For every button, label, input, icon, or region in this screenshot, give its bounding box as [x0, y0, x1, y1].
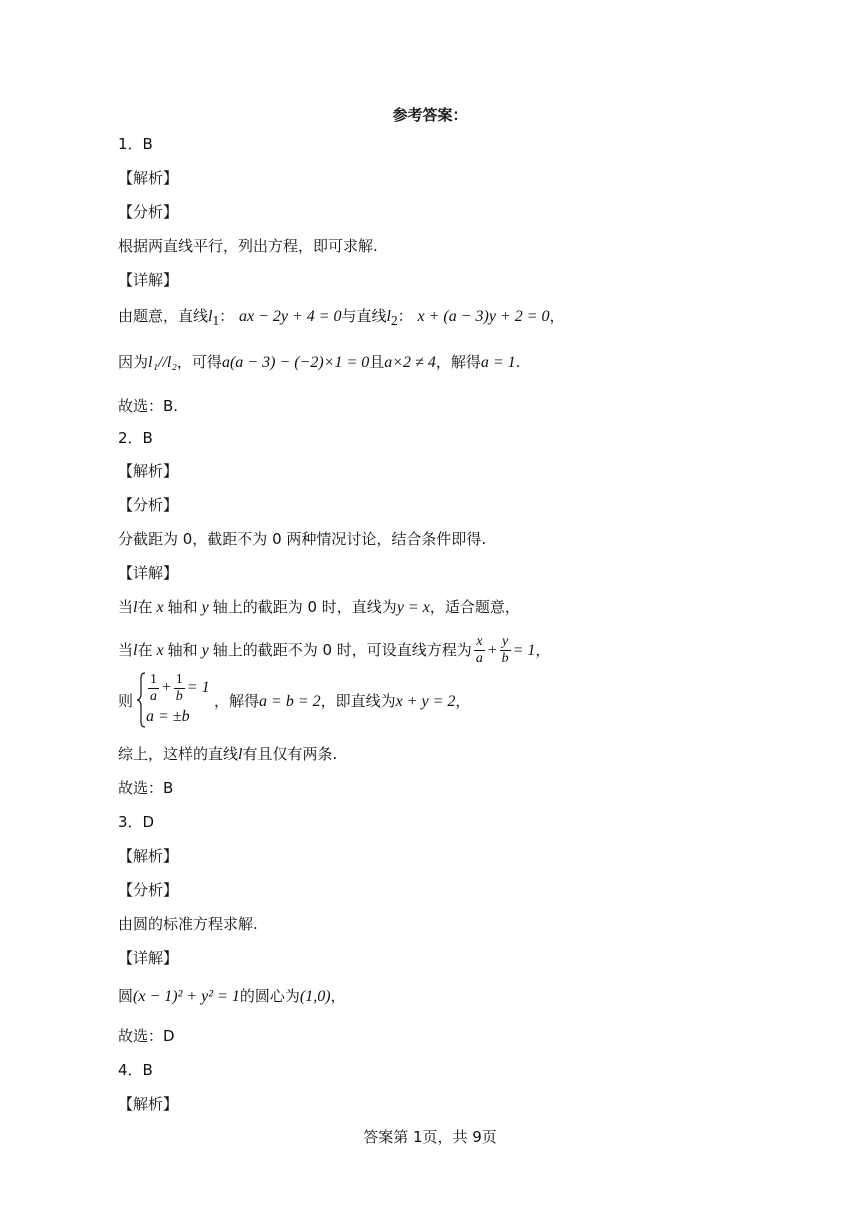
fraction-1-over-a: $\frac{1}{a}$	[150, 672, 157, 704]
parallel-condition: l₁//l₂	[148, 354, 177, 371]
l1-label: $l_1$	[208, 308, 220, 329]
q1-condition: 因为l₁//l₂，可得a(a − 3) − (−2)×1 = 0且a×2 ≠ 4，解得a = 1.	[118, 353, 521, 371]
page-title: 参考答案：	[392, 106, 468, 124]
q3-answer: 3．D	[118, 813, 155, 831]
circle-center: (1,0)	[299, 988, 331, 1005]
q2-xiangjie-heading: 【详解】	[118, 564, 179, 582]
q1-l2-prefix: 与直线	[341, 307, 387, 325]
document-page: 参考答案： 1．B 【解析】 【分析】 根据两直线平行，列出方程，即可求解. 【详解】 由题意，直线$l_1$： ax − 2y + 4 = 0与直线$l_2$： x + (a − 3)y + 2 = 0， 因为l₁//l₂，可得a(a − 3) − (−2)×1 = 0且a×2 ≠ 4，解得a = 1. 故选：B. 2．B 【解析】 【分析】 分截距为 0，截距不为 0 两种情况讨论，结合条件即得. 【详解】 当l在 x 轴和 y 轴上的截距为 0 时，直线为y = x，适合题意， 当l在 x 轴和 y 轴上的截距不为 0 时，可设直线方程为 $\frac{x}{a}$ + $\frac{y}{b}$ = 1， 则 $\frac{1}{a}$ + $\frac{1}{b}$ = 1 a = ±b ，解得a = b = 2，即直线为x + y = 2， 综上，这样的直线l有且仅有两条. 故选：B 3．D 【解析】 【分析】 由圆的标准方程求解. 【详解】 圆(x − 1)² + y² = 1的圆心为(1,0)， 故选：D 4．B 【解析】 答案第 1页，共 9页	[0, 0, 860, 1216]
q3-xiangjie-heading: 【详解】	[118, 949, 179, 967]
q2-summary: 综上，这样的直线l有且仅有两条.	[118, 745, 338, 763]
q1-fenxi-text: 根据两直线平行，列出方程，即可求解.	[118, 237, 378, 255]
q3-circle: 圆(x − 1)² + y² = 1的圆心为(1,0)，	[118, 987, 346, 1005]
q1-answer: 1．B	[118, 135, 153, 153]
l2-label: $l_2$	[386, 308, 398, 329]
q1-result: a = 1	[480, 354, 516, 371]
l1-equation: ax − 2y + 4 = 0	[238, 308, 342, 325]
q2-case1: 当l在 x 轴和 y 轴上的截距为 0 时，直线为y = x，适合题意，	[118, 598, 520, 616]
fraction-1-over-b: $\frac{1}{b}$	[175, 672, 183, 704]
line-result: x + y = 2	[395, 693, 456, 710]
fraction-y-over-b: $\frac{y}{b}$	[501, 634, 509, 666]
q2-jiexi-heading: 【解析】	[118, 462, 179, 480]
page-footer: 答案第 1页，共 9页	[363, 1128, 497, 1146]
q4-jiexi-heading: 【解析】	[118, 1095, 179, 1113]
q2-fenxi-text: 分截距为 0，截距不为 0 两种情况讨论，结合条件即得.	[118, 530, 487, 548]
system-row-2: a = ±b	[146, 708, 190, 725]
case1-equation: y = x	[396, 599, 430, 616]
system-solution: ，解得a = b = 2，即直线为x + y = 2，	[214, 692, 471, 710]
q1-l1-prefix: 由题意，直线	[118, 307, 209, 325]
q2-select: 故选：B	[118, 779, 174, 797]
q1-xiangjie-heading: 【详解】	[118, 271, 179, 289]
parallel-equation: a(a − 3) − (−2)×1 = 0	[221, 354, 370, 371]
q3-fenxi-heading: 【分析】	[118, 881, 179, 899]
circle-equation: (x − 1)² + y² = 1	[133, 988, 240, 1005]
q1-jiexi-heading: 【解析】	[118, 169, 179, 187]
inequality: a×2 ≠ 4	[384, 354, 436, 371]
q2-fenxi-heading: 【分析】	[118, 496, 179, 514]
q1-line-equations: 由题意，直线$l_1$： ax − 2y + 4 = 0与直线$l_2$： x + (a − 3)y + 2 = 0，	[118, 307, 565, 329]
q1-select: 故选：B.	[118, 397, 179, 415]
system-result: a = b = 2	[259, 693, 321, 710]
q3-fenxi-text: 由圆的标准方程求解.	[118, 915, 258, 933]
q3-select: 故选：D	[118, 1027, 175, 1045]
left-brace-icon	[136, 672, 146, 728]
system-row-1: $\frac{1}{a}$ + $\frac{1}{b}$ = 1	[150, 672, 210, 704]
q4-answer: 4．B	[118, 1061, 153, 1079]
q2-answer: 2．B	[118, 429, 153, 447]
q2-case2: 当l在 x 轴和 y 轴上的截距不为 0 时，可设直线方程为 $\frac{x}{a}$ + $\frac{y}{b}$ = 1，	[118, 634, 551, 666]
fraction-x-over-a: $\frac{x}{a}$	[475, 634, 483, 666]
q3-jiexi-heading: 【解析】	[118, 847, 179, 865]
l2-equation: x + (a − 3)y + 2 = 0	[417, 308, 550, 325]
q1-fenxi-heading: 【分析】	[118, 203, 179, 221]
